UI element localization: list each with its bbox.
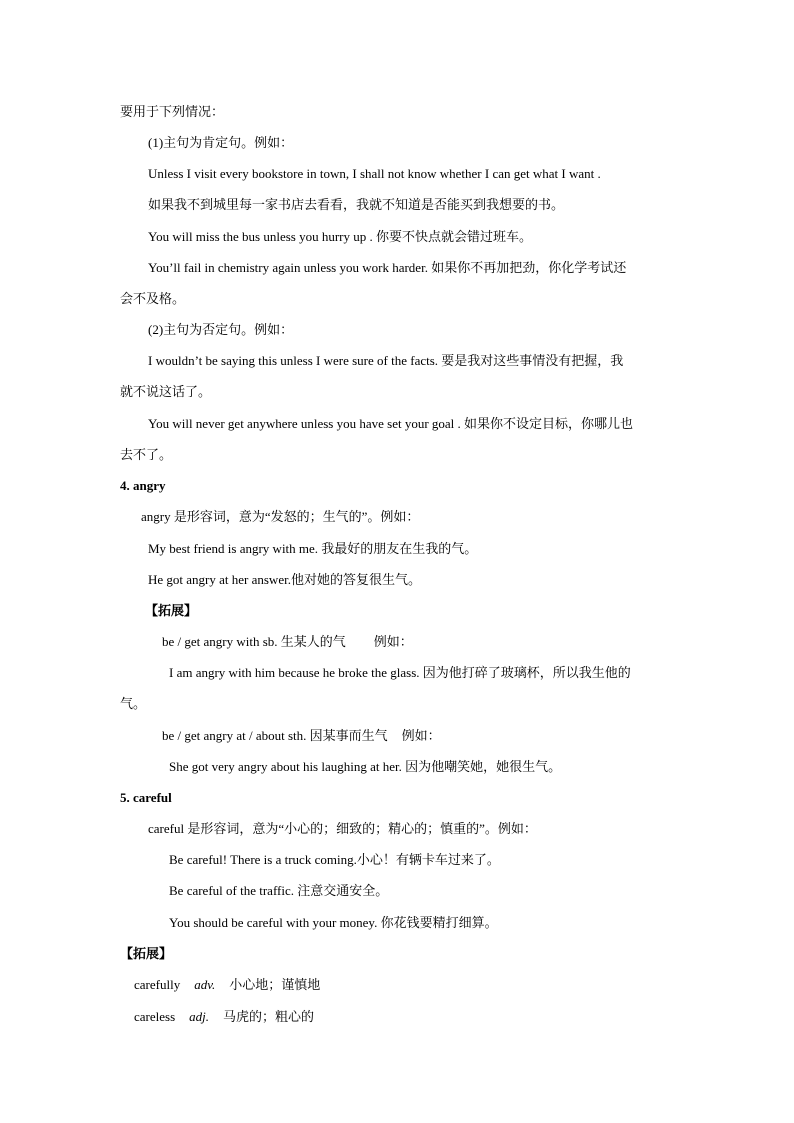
part-of-speech: adv. bbox=[194, 977, 216, 992]
text-line: 如果我不到城里每一家书店去看看，我就不知道是否能买到我想要的书。 bbox=[148, 197, 565, 212]
text-line: Be careful of the traffic. 注意交通安全。 bbox=[169, 883, 389, 898]
text-line: 气。 bbox=[120, 696, 147, 711]
text-line: (2)主句为否定句。例如： bbox=[148, 322, 294, 337]
phrase-line bbox=[162, 633, 413, 651]
expansion-heading: 【拓展】 bbox=[120, 946, 173, 961]
example-label: 例如： bbox=[373, 634, 413, 649]
section-heading-careful: 5. careful bbox=[120, 790, 172, 805]
expansion-heading: 【拓展】 bbox=[145, 603, 198, 618]
word-text: careless bbox=[134, 1009, 176, 1024]
word-entry bbox=[134, 1008, 314, 1026]
text-line: He got angry at her answer.他对她的答复很生气。 bbox=[148, 572, 421, 587]
phrase-line bbox=[162, 727, 441, 745]
text-line: 会不及格。 bbox=[120, 291, 186, 306]
text-line: You’ll fail in chemistry again unless you work harder. 如果你不再加把劲，你化学考试还 bbox=[148, 260, 627, 275]
text-line: (1)主句为肯定句。例如： bbox=[148, 135, 294, 150]
text-line: 去不了。 bbox=[120, 447, 173, 462]
text-line: careful 是形容词，意为“小心的；细致的；精心的；慎重的”。例如： bbox=[148, 821, 537, 836]
word-entry bbox=[134, 976, 320, 994]
phrase-text: be / get angry with sb. 生某人的气 bbox=[162, 634, 346, 649]
text-line: 就不说这话了。 bbox=[120, 384, 212, 399]
text-line: 要用于下列情况： bbox=[120, 104, 225, 119]
text-line: Unless I visit every bookstore in town, I shall not know whether I can get what I want . bbox=[148, 166, 601, 181]
example-label: 例如： bbox=[401, 728, 441, 743]
text-line: You should be careful with your money. 你花钱要精打细算。 bbox=[169, 915, 498, 930]
text-line: Be careful! There is a truck coming.小心！有辆卡车过来了。 bbox=[169, 852, 500, 867]
text-line: I am angry with him because he broke the glass. 因为他打碎了玻璃杯，所以我生他的 bbox=[169, 665, 631, 680]
text-line: My best friend is angry with me. 我最好的朋友在生我的气。 bbox=[148, 541, 478, 556]
text-line: You will never get anywhere unless you have set your goal . 如果你不设定目标，你哪儿也 bbox=[148, 416, 634, 431]
word-meaning: 小心地；谨慎地 bbox=[229, 977, 321, 992]
text-line: angry 是形容词，意为“发怒的；生气的”。例如： bbox=[141, 509, 420, 524]
text-line: I wouldn’t be saying this unless I were sure of the facts. 要是我对这些事情没有把握，我 bbox=[148, 353, 624, 368]
phrase-text: be / get angry at / about sth. 因某事而生气 bbox=[162, 728, 388, 743]
part-of-speech: adj. bbox=[189, 1009, 210, 1024]
section-heading-angry: 4. angry bbox=[120, 478, 166, 493]
text-line: You will miss the bus unless you hurry up . 你要不快点就会错过班车。 bbox=[148, 229, 533, 244]
text-line: She got very angry about his laughing at her. 因为他嘲笑她，她很生气。 bbox=[169, 759, 562, 774]
word-meaning: 马虎的；粗心的 bbox=[223, 1009, 315, 1024]
word-text: carefully bbox=[134, 977, 181, 992]
